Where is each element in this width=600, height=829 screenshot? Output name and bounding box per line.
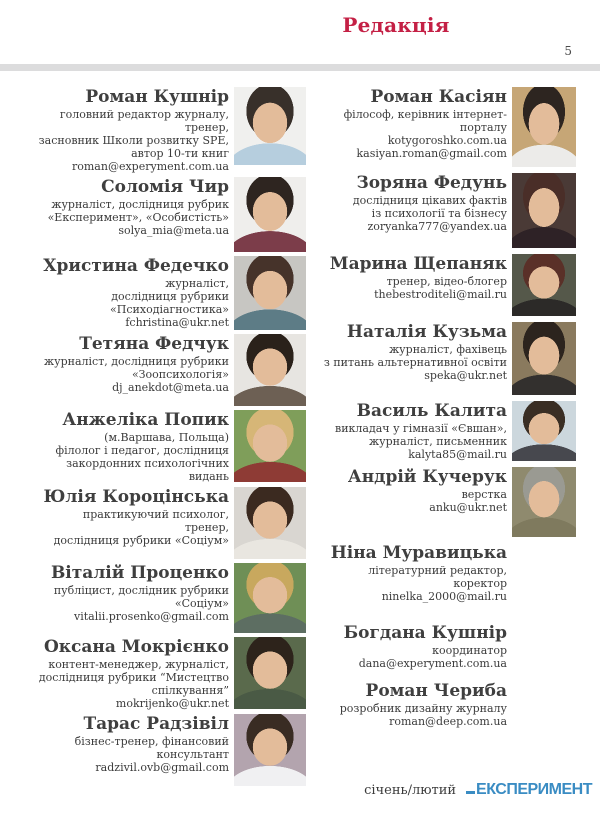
logo-text: ЕКСПЕРИМЕНТ	[476, 781, 592, 798]
person-role: верстка	[461, 488, 507, 501]
person-name: Тарас Радзівіл	[83, 714, 229, 734]
person-name: Віталій Проценко	[50, 563, 229, 583]
person-photo	[512, 254, 576, 316]
page-number: 5	[564, 44, 572, 58]
person-role: тренер, відео-блогер	[386, 275, 507, 288]
person-info	[314, 322, 507, 382]
person-info	[36, 487, 229, 547]
person-photo	[234, 563, 306, 633]
person-email: roman@deep.com.ua	[389, 715, 507, 728]
person-photo	[234, 177, 306, 252]
person-email: mokrijenko@ukr.net	[115, 697, 229, 710]
staff-entry	[36, 563, 306, 633]
person-role: викладач у гімназії «Євшан», журналіст, письменник	[335, 422, 507, 448]
staff-column-left	[36, 87, 306, 790]
person-info	[314, 401, 507, 461]
person-role: журналіст, дослідниця рубрики «Психодіагностика»	[110, 277, 229, 316]
person-name: Соломія Чир	[101, 177, 229, 197]
person-role: філософ, керівник інтернет-порталу kotygoroshko.com.ua	[343, 108, 507, 147]
person-role: практикуючий психолог, тренер, дослідниця рубрики «Соціум»	[53, 508, 229, 547]
person-email: anku@ukr.net	[429, 501, 507, 514]
person-name: Богдана Кушнір	[343, 623, 507, 643]
person-photo	[234, 256, 306, 330]
staff-entry	[36, 410, 306, 483]
person-role: координатор	[432, 644, 507, 657]
staff-entry	[314, 87, 576, 167]
person-name: Наталія Кузьма	[346, 322, 507, 342]
person-email: roman@experyment.com.ua	[72, 160, 229, 173]
person-role: журналіст, дослідниця рубрики «Зоопсихологія»	[44, 355, 229, 381]
person-role: головний редактор журналу, тренер, засновник Школи розвитку SPE, автор 10-ти книг	[38, 108, 229, 160]
page-title: Редакція	[342, 13, 450, 37]
staff-entry	[314, 254, 576, 316]
issue-label: січень/лютий	[364, 783, 457, 798]
person-name: Оксана Мокрієнко	[43, 637, 229, 657]
staff-entry	[314, 543, 576, 603]
person-info	[36, 637, 229, 710]
person-email: dana@experyment.com.ua	[358, 657, 507, 670]
person-email: radzivil.ovb@gmail.com	[95, 761, 229, 774]
person-name: Василь Калита	[356, 401, 507, 421]
person-role: літературний редактор, коректор	[368, 564, 507, 590]
person-info	[36, 256, 229, 329]
person-name: Ніна Муравицька	[330, 543, 507, 563]
person-photo	[512, 173, 576, 248]
person-info	[314, 623, 507, 670]
person-role: (м.Варшава, Польща) філолог і педагог, дослідниця закордонних психологічних видань	[55, 431, 229, 483]
person-role: розробник дизайну журналу	[339, 702, 507, 715]
person-name: Андрій Кучерук	[347, 467, 507, 487]
person-role: контент-менеджер, журналіст, дослідниця рубрики “Мистецтво спілкування”	[38, 658, 229, 697]
person-email: fchristina@ukr.net	[125, 316, 229, 329]
person-info	[36, 87, 229, 173]
person-email: kasiyan.roman@gmail.com	[356, 147, 507, 160]
header-divider	[0, 64, 600, 71]
person-info	[314, 87, 507, 160]
person-info	[36, 563, 229, 623]
staff-column-right	[314, 87, 576, 734]
person-email: solya_mia@meta.ua	[118, 224, 229, 237]
staff-entry	[314, 401, 576, 461]
staff-entry	[314, 623, 576, 670]
staff-entry	[314, 173, 576, 248]
person-name: Христина Федечко	[43, 256, 229, 276]
logo-dash-icon	[466, 791, 475, 794]
person-role: публіцист, дослідник рубрики «Соціум»	[53, 584, 229, 610]
person-name: Тетяна Федчук	[79, 334, 229, 354]
person-photo	[234, 334, 306, 406]
person-name: Марина Щепаняк	[329, 254, 507, 274]
person-photo	[512, 467, 576, 537]
person-info	[36, 334, 229, 394]
staff-entry	[36, 334, 306, 406]
person-info	[314, 173, 507, 233]
person-email: zoryanka777@yandex.ua	[367, 220, 507, 233]
person-info	[36, 410, 229, 483]
staff-entry	[314, 681, 576, 728]
person-info	[314, 254, 507, 301]
person-name: Роман Касіян	[370, 87, 507, 107]
person-email: thebestroditeli@mail.ru	[374, 288, 507, 301]
staff-entry	[36, 177, 306, 252]
person-info	[314, 681, 507, 728]
person-email: speka@ukr.net	[424, 369, 507, 382]
person-info	[36, 714, 229, 774]
person-email: ninelka_2000@mail.ru	[381, 590, 507, 603]
person-name: Зоряна Федунь	[356, 173, 507, 193]
person-photo	[512, 322, 576, 395]
person-name: Юлія Короцінська	[43, 487, 229, 507]
staff-entry	[36, 637, 306, 710]
person-role: журналіст, дослідниця рубрик «Експеримент», «Особистість»	[47, 198, 229, 224]
person-photo	[234, 637, 306, 709]
person-name: Анжеліка Попик	[62, 410, 229, 430]
person-photo	[234, 714, 306, 786]
staff-entry	[314, 467, 576, 537]
person-info	[314, 543, 507, 603]
person-role: дослідниця цікавих фактів із психології та бізнесу	[352, 194, 507, 220]
person-name: Роман Чериба	[365, 681, 507, 701]
person-photo	[234, 410, 306, 482]
person-photo	[234, 487, 306, 559]
person-role: бізнес-тренер, фінансовий консультант	[74, 735, 229, 761]
staff-entry	[36, 487, 306, 559]
experyment-logo	[466, 781, 592, 799]
person-info	[36, 177, 229, 237]
person-email: kalyta85@mail.ru	[408, 448, 507, 461]
staff-entry	[36, 87, 306, 173]
person-role: журналіст, фахівець з питань альтернативної освіти	[323, 343, 507, 369]
person-photo	[234, 87, 306, 165]
staff-entry	[36, 256, 306, 330]
person-name: Роман Кушнір	[85, 87, 229, 107]
person-email: vitalii.prosenko@gmail.com	[74, 610, 229, 623]
person-photo	[512, 87, 576, 167]
staff-entry	[36, 714, 306, 786]
person-email: dj_anekdot@meta.ua	[112, 381, 229, 394]
person-info	[314, 467, 507, 514]
staff-entry	[314, 322, 576, 395]
person-photo	[512, 401, 576, 461]
page-footer	[364, 781, 592, 799]
